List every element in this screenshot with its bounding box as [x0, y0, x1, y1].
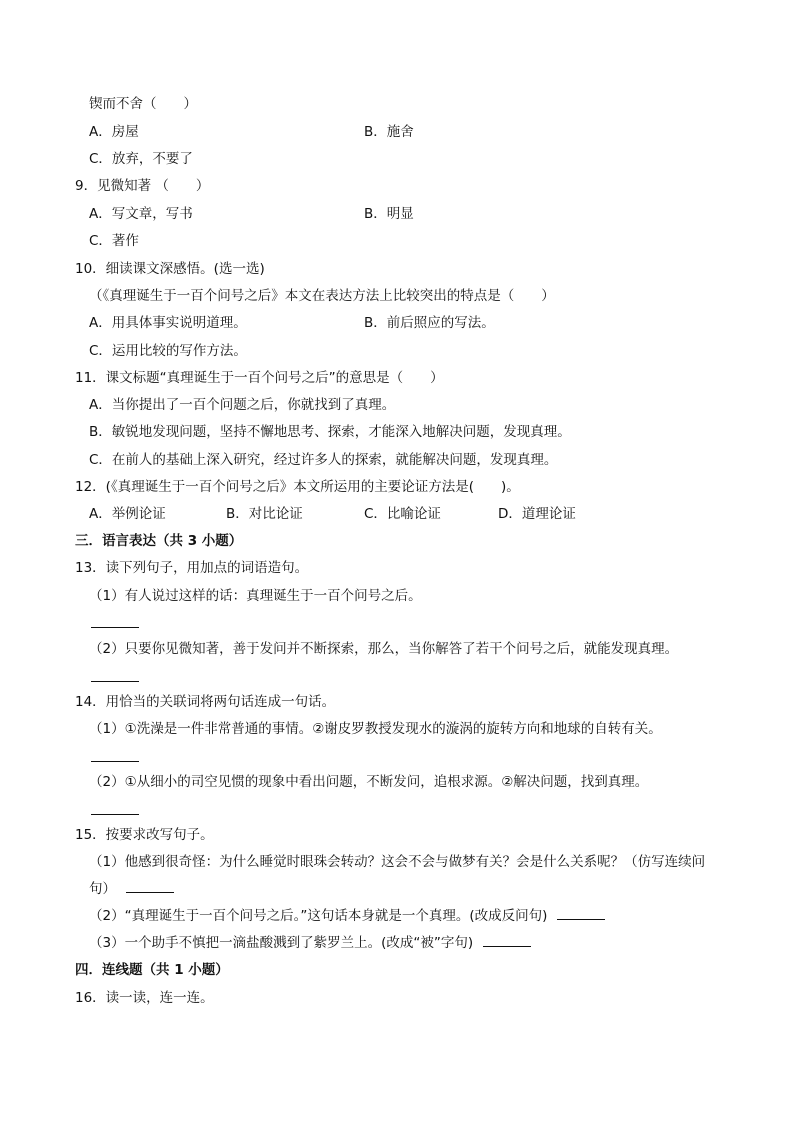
- q14-answer-blank-2[interactable]: [91, 814, 139, 815]
- section-3-heading: 三．语言表达（共 3 小题）: [75, 533, 243, 549]
- q9-option-c: C．著作: [89, 233, 139, 249]
- q15-stem: 15．按要求改写句子。: [75, 827, 214, 843]
- q10-stem: 10．细读课文深感悟。(选一选): [75, 261, 265, 277]
- q15-answer-blank-2[interactable]: [557, 907, 605, 920]
- q10-option-b: B．前后照应的写法。: [364, 315, 495, 331]
- q14-answer-blank-1[interactable]: [91, 761, 139, 762]
- q8-option-c: C．放弃，不要了: [89, 151, 193, 167]
- q14-stem: 14．用恰当的关联词将两句话连成一句话。: [75, 694, 336, 710]
- q10-option-a: A．用具体事实说明道理。: [89, 315, 247, 331]
- q12-option-c: C．比喻论证: [364, 506, 441, 522]
- q10-sub: （《真理诞生于一百个问号之后》本文在表达方法上比较突出的特点是（ ）: [89, 288, 555, 304]
- q15-item-1-tail: 句）: [89, 881, 116, 897]
- q13-answer-blank-2[interactable]: [91, 681, 139, 682]
- q9-stem: 9．见微知著 （ ）: [75, 178, 210, 194]
- q15-item-3-line: [89, 934, 531, 952]
- q12-option-a: A．举例论证: [89, 506, 166, 522]
- q13-sentence-1: （1）有人说过这样的话：真理诞生于一百个问号之后。: [89, 588, 422, 604]
- q15-item-2: （2）“真理诞生于一百个问号之后。”这句话本身就是一个真理。(改成反问句): [89, 908, 548, 924]
- q15-answer-blank-3[interactable]: [483, 934, 531, 947]
- q12-option-d: D．道理论证: [498, 506, 576, 522]
- q8-option-b: B．施舍: [364, 124, 414, 140]
- q11-stem: 11．课文标题“真理诞生于一百个问号之后”的意思是（ ）: [75, 370, 444, 386]
- q10-option-c: C．运用比较的写作方法。: [89, 343, 247, 359]
- q8-option-a: A．房屋: [89, 124, 139, 140]
- q12-option-b: B．对比论证: [226, 506, 303, 522]
- q14-sentence-2: （2）①从细小的司空见惯的现象中看出问题，不断发问，追根求源。②解决问题，找到真理。: [89, 774, 649, 790]
- section-4-heading: 四．连线题（共 1 小题）: [75, 962, 229, 978]
- q16-stem: 16．读一读，连一连。: [75, 990, 214, 1006]
- q11-option-b: B．敏锐地发现问题，坚持不懈地思考、探索，才能深入地解决问题，发现真理。: [89, 424, 571, 440]
- q15-item-1: （1）他感到很奇怪：为什么睡觉时眼珠会转动？这会不会与做梦有关？会是什么关系呢？（仿写连续问: [89, 854, 706, 870]
- q11-option-a: A．当你提出了一百个问题之后，你就找到了真理。: [89, 397, 396, 413]
- q9-option-b: B．明显: [364, 206, 414, 222]
- q13-answer-blank-1[interactable]: [91, 627, 139, 628]
- q15-answer-blank-1[interactable]: [126, 880, 174, 893]
- q15-item-3: （3）一个助手不慎把一滴盐酸溅到了紫罗兰上。(改成“被”字句): [89, 935, 474, 951]
- q11-option-c: C．在前人的基础上深入研究，经过许多人的探索，就能解决问题，发现真理。: [89, 452, 558, 468]
- q14-sentence-1: （1）①洗澡是一件非常普通的事情。②谢皮罗教授发现水的漩涡的旋转方向和地球的自转有关。: [89, 721, 662, 737]
- q9-option-a: A．写文章，写书: [89, 206, 193, 222]
- q8-stem: 锲而不舍（ ）: [89, 96, 197, 112]
- q15-item-2-line: [89, 907, 605, 925]
- q13-stem: 13．读下列句子，用加点的词语造句。: [75, 560, 309, 576]
- q12-stem: 12．(《真理诞生于一百个问号之后》本文所运用的主要论证方法是( )。: [75, 479, 520, 495]
- q13-sentence-2: （2）只要你见微知著，善于发问并不断探索，那么，当你解答了若干个问号之后，就能发现真理。: [89, 641, 679, 657]
- q15-item-1-cont: [89, 880, 174, 898]
